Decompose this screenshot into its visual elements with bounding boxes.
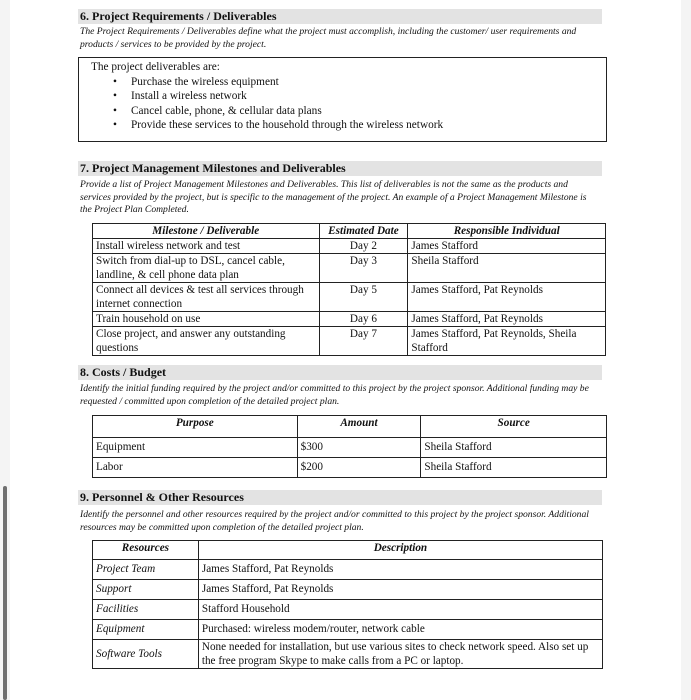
scrollbar-track[interactable]: [0, 0, 10, 700]
table-row: [93, 600, 603, 620]
column-header: Responsible Individual: [408, 224, 606, 239]
table-row: [93, 640, 603, 669]
source-cell: Sheila Stafford: [421, 458, 607, 478]
table-row: [93, 254, 606, 283]
section-8-heading: 8. Costs / Budget: [78, 365, 602, 380]
date-cell: Day 5: [319, 283, 408, 312]
list-item: • Provide these services to the household through the wireless network: [131, 118, 606, 133]
table-header-row: [93, 416, 607, 438]
column-header: Description: [198, 541, 602, 560]
column-header: Purpose: [93, 416, 298, 438]
table-row: [93, 438, 607, 458]
description-cell: Purchased: wireless modem/router, network cable: [198, 620, 602, 640]
purpose-cell: Labor: [93, 458, 298, 478]
responsible-cell: James Stafford, Pat Reynolds: [408, 312, 606, 327]
column-header: Resources: [93, 541, 199, 560]
right-gutter: [681, 0, 691, 700]
responsible-cell: James Stafford, Pat Reynolds, Sheila Stafford: [408, 327, 606, 356]
column-header: Source: [421, 416, 607, 438]
resource-cell: Equipment: [93, 620, 199, 640]
table-row: [93, 560, 603, 580]
description-cell: None needed for installation, but use various sites to check network speed. Also set up the free program Skype to make calls from a PC or laptop.: [198, 640, 602, 669]
resources-table: [92, 540, 603, 669]
date-cell: Day 7: [319, 327, 408, 356]
milestone-cell: Train household on use: [93, 312, 320, 327]
table-row: [93, 458, 607, 478]
resource-cell: Facilities: [93, 600, 199, 620]
date-cell: Day 3: [319, 254, 408, 283]
responsible-cell: James Stafford, Pat Reynolds: [408, 283, 606, 312]
responsible-cell: Sheila Stafford: [408, 254, 606, 283]
budget-table: [92, 415, 607, 478]
resource-cell: Project Team: [93, 560, 199, 580]
table-row: [93, 312, 606, 327]
table-row: [93, 239, 606, 254]
table-row: [93, 327, 606, 356]
deliverables-list: [91, 75, 606, 133]
column-header: Estimated Date: [319, 224, 408, 239]
section-7-heading: 7. Project Management Milestones and Deliverables: [78, 161, 602, 176]
column-header: Milestone / Deliverable: [93, 224, 320, 239]
section-6-description: The Project Requirements / Deliverables define what the project must accomplish, including the customer/ user requirements and products / services to be provided by the project.: [80, 26, 577, 50]
resource-cell: Software Tools: [93, 640, 199, 669]
list-item: • Purchase the wireless equipment: [131, 75, 606, 90]
description-cell: Stafford Household: [198, 600, 602, 620]
table-header-row: [93, 541, 603, 560]
milestones-table: [92, 223, 606, 356]
table-row: [93, 620, 603, 640]
resource-cell: Support: [93, 580, 199, 600]
list-item: • Install a wireless network: [131, 89, 606, 104]
description-cell: James Stafford, Pat Reynolds: [198, 580, 602, 600]
date-cell: Day 6: [319, 312, 408, 327]
milestone-cell: Install wireless network and test: [93, 239, 320, 254]
milestone-cell: Connect all devices & test all services through internet connection: [93, 283, 320, 312]
table-header-row: [93, 224, 606, 239]
milestone-cell: Switch from dial-up to DSL, cancel cable, landline, & cell phone data plan: [93, 254, 320, 283]
list-item: • Cancel cable, phone, & cellular data plans: [131, 104, 606, 119]
deliverables-intro: The project deliverables are:: [91, 61, 220, 73]
responsible-cell: James Stafford: [408, 239, 606, 254]
table-row: [93, 283, 606, 312]
milestone-cell: Close project, and answer any outstanding questions: [93, 327, 320, 356]
amount-cell: $300: [297, 438, 421, 458]
section-6-heading: 6. Project Requirements / Deliverables: [78, 9, 602, 24]
amount-cell: $200: [297, 458, 421, 478]
table-row: [93, 580, 603, 600]
scrollbar-thumb[interactable]: [3, 486, 7, 700]
purpose-cell: Equipment: [93, 438, 298, 458]
deliverables-box: [78, 57, 607, 142]
date-cell: Day 2: [319, 239, 408, 254]
section-9-heading: 9. Personnel & Other Resources: [78, 490, 602, 505]
description-cell: James Stafford, Pat Reynolds: [198, 560, 602, 580]
section-8-description: Identify the initial funding required by the project and/or committed to this project by the project sponsor. Additional funding may be requested / committed upon completion of the detailed project plan.: [80, 383, 589, 407]
section-9-description: Identify the personnel and other resources required by the project and/or committed to this project by the project sponsor. Additional resources may be committed upon completion of the detailed project plan.: [80, 509, 589, 533]
column-header: Amount: [297, 416, 421, 438]
section-7-description: Provide a list of Project Management Milestones and Deliverables. This list of deliverables is not the same as the products and services provided by the project, but is specific to the management of the project. An example of a Project Management Milestone is the Project Plan Completed.: [80, 179, 587, 215]
source-cell: Sheila Stafford: [421, 438, 607, 458]
